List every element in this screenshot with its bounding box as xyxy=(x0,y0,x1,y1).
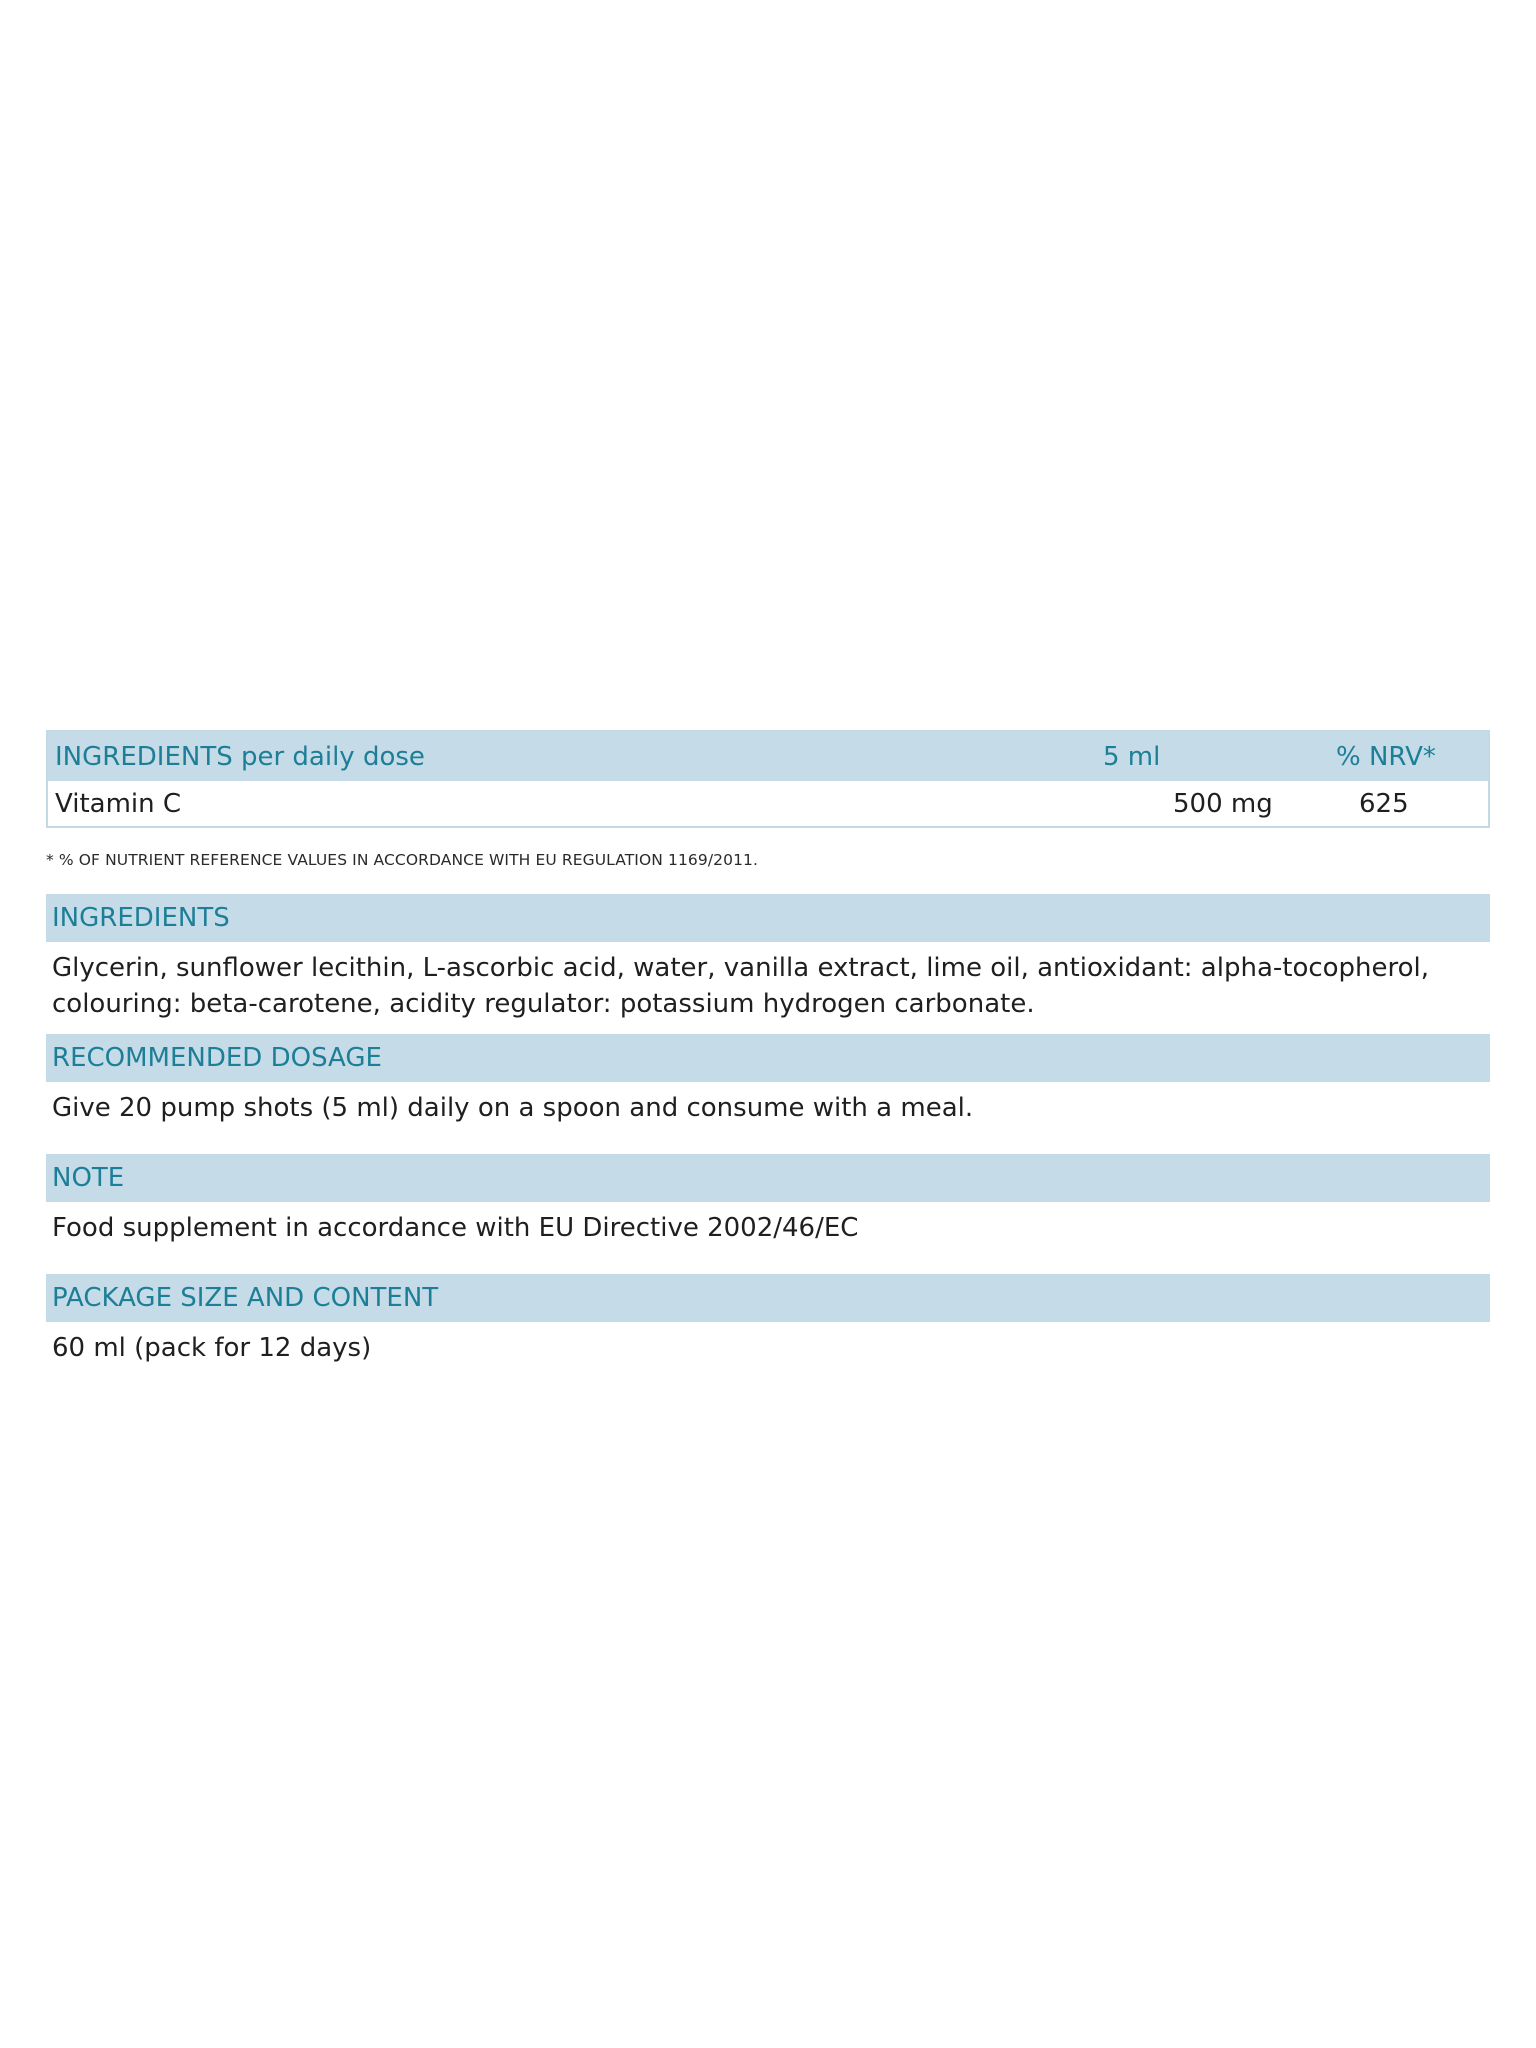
header-dose: 5 ml xyxy=(1103,741,1161,772)
header-ingredient: INGREDIENTS per daily dose xyxy=(55,741,425,772)
dosage-text: Give 20 pump shots (5 ml) daily on a spoon and consume with a meal. xyxy=(52,1093,974,1123)
row-dose: 500 mg xyxy=(1173,788,1273,819)
table-row xyxy=(47,781,1489,827)
dosage-title: RECOMMENDED DOSAGE xyxy=(46,1034,1490,1082)
package-section xyxy=(46,1274,1490,1378)
row-ingredient: Vitamin C xyxy=(55,788,182,819)
note-section xyxy=(46,1154,1490,1274)
nutrition-table-header xyxy=(47,731,1489,781)
nrv-footnote: * % OF NUTRIENT REFERENCE VALUES IN ACCORDANCE WITH EU REGULATION 1169/2011. xyxy=(46,851,759,869)
note-title: NOTE xyxy=(46,1154,1490,1202)
product-info-sheet xyxy=(46,730,1490,1378)
nutrition-table xyxy=(46,730,1490,828)
row-nrv: 625 xyxy=(1359,788,1409,819)
package-title: PACKAGE SIZE AND CONTENT xyxy=(46,1274,1490,1322)
dosage-section xyxy=(46,1034,1490,1154)
package-text: 60 ml (pack for 12 days) xyxy=(52,1333,372,1363)
ingredients-title: INGREDIENTS xyxy=(46,894,1490,942)
ingredients-section xyxy=(46,894,1490,1034)
header-nrv: % NRV* xyxy=(1336,741,1436,772)
note-text: Food supplement in accordance with EU Directive 2002/46/EC xyxy=(52,1213,859,1243)
ingredients-text: Glycerin, sunflower lecithin, L-ascorbic acid, water, vanilla extract, lime oil, antioxidant: alpha-tocopherol, colouring: beta-carotene, acidity regulator: potassium hydrogen carbonate. xyxy=(52,953,1430,1019)
